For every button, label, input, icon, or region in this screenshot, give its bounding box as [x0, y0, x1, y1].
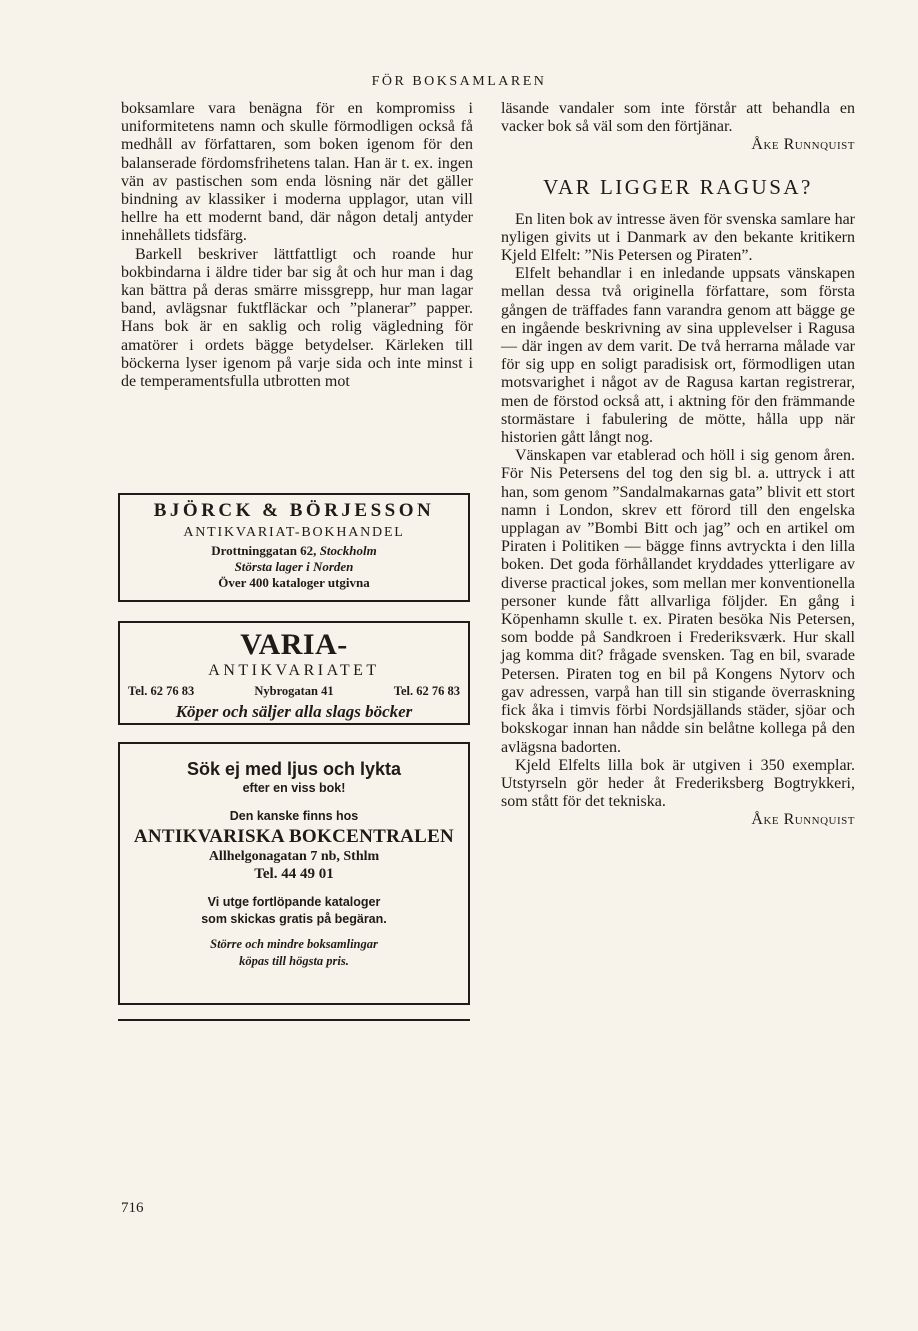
right-column: [501, 100, 855, 830]
ad-bokcentralen-line: Den kanske finns hos: [229, 809, 359, 823]
ad-bokcentralen-tel: Tel. 44 49 01: [254, 866, 334, 882]
ad-varia: [118, 621, 470, 725]
ad-bokcentralen-italic-1: Större och mindre boksamlingar: [210, 937, 378, 951]
ad-bokcentralen-brand: ANTIKVARISKA BOKCENTRALEN: [133, 826, 455, 847]
page-number: 716: [121, 1200, 144, 1216]
ad-varia-tel-left: Tel. 62 76 83: [128, 684, 195, 698]
ad-bokcentralen: [118, 742, 470, 1005]
ad-bokcentralen-text-1: Vi utge fortlöpande kataloger: [207, 895, 381, 909]
ad-bjorck-type: ANTIKVARIAT-BOKHANDEL: [183, 525, 405, 540]
right-intro-paragraph: läsande vandaler som inte förstår att behandla en vacker bok så väl som den förtjänar.: [501, 100, 855, 136]
ad-bjorck-address: [120, 542, 468, 559]
ad-bjorck-slogan: Största lager i Norden: [234, 559, 354, 574]
article-title: VAR LIGGER RAGUSA?: [543, 174, 813, 199]
ad-bokcentralen-address: Allhelgonagatan 7 nb, Sthlm: [208, 849, 380, 864]
article-paragraph-4: Kjeld Elfelts lilla bok är utgiven i 350 exemplar. Utstyrseln gör heder åt Frederiksberg Bogtrykkeri, som stått för det tekniska.: [501, 756, 855, 811]
left-column: [121, 100, 473, 391]
left-paragraph-1: boksamlare vara benägna för en kompromiss i uniformitetens namn och skulle förmodligen också få medhåll av författaren, som boken igenom för den balanserade fördomsfrihetens talan. Han är t. ex. ingen vän av pastischen som enda lösning när det gäller bindning av klassiker i moderna upplagor, utan vill hellre ha ett modernt band, där någon detalj antyder innehållets tidsfärg.: [121, 100, 473, 245]
ad-varia-tel-right: Tel. 62 76 83: [393, 684, 460, 698]
ad-bokcentralen-text-2: som skickas gratis på begäran.: [201, 912, 387, 926]
signature-1: Åke Runnquist: [751, 136, 855, 154]
ad-varia-contact-row: [120, 681, 468, 699]
running-head: FÖR BOKSAMLAREN: [371, 74, 547, 89]
ad-bokcentralen-italic-2: köpas till högsta pris.: [239, 954, 349, 968]
ad-bjorck-street: Drottninggatan 62,: [211, 543, 317, 558]
bottom-rule: [118, 1019, 470, 1021]
ad-varia-type: ANTIKVARIATET: [208, 662, 380, 679]
ad-bjorck-borjesson: [118, 493, 470, 602]
ad-varia-street: Nybrogatan 41: [254, 684, 334, 698]
ad-bokcentralen-subline: efter en viss bok!: [242, 781, 346, 795]
ad-bjorck-catalogs: Över 400 kataloger utgivna: [218, 575, 370, 590]
ad-bokcentralen-headline: Sök ej med ljus och lykta: [186, 759, 402, 779]
ad-bjorck-city: Stockholm: [319, 543, 377, 558]
ad-varia-slogan: Köper och säljer alla slags böcker: [175, 702, 413, 721]
signature-2: Åke Runnquist: [751, 811, 855, 829]
article-paragraph-1: En liten bok av intresse även för svenska samlare har nyligen givits ut i Danmark av den bekante kritikern Kjeld Elfelt: ”Nis Petersen og Piraten”.: [501, 210, 855, 265]
left-paragraph-2: Barkell beskriver lättfattligt och roande hur bokbindarna i äldre tider bar sig åt och hur man i dag kan bättra på deras smärre missgrepp, hur man lagar band, avlägsnar fuktfläckar och ”planerar” papper. Hans bok är en saklig och rolig vägledning för amatörer i ordets bägge betydelser. Kärleken till böckerna lyser igenom på varje sida och inte minst i de temperamentsfulla utbrotten mot: [121, 245, 473, 391]
article-paragraph-3: Vänskapen var etablerad och höll i sig genom åren. För Nis Petersens del tog den sig bl. a. uttryck i att han, som genom ”Sandalmakarnas gata” blivit ett stort namn i London, skrev ett förord till den engelska upplagan av ”Bombi Bitt och jag” och en artikel om Piraten i Politiken — bägge finns avtryckta i den lilla boken. Det goda förhållandet kryddades ytterligare av diverse practical jokes, som mellan mer konventionella personer kunde fått allvarliga följder. En gång i Köpenhamn skulle t. ex. Piraten besöka Nis Petersen, som bodde på Sandkroen i Frederiksværk. Hur skall jag komma dit? frågade svensken. Tag en bil, svarade Petersen. Piraten tog en bil på Kongens Nytorv och gav adressen, varpå han till sin stigande överraskning fick åka i timvis förbi Nordsjällands städer, sjöar och bokskogar innan han nådde sin belåtne kollega på den avlägsna badorten.: [501, 447, 855, 756]
ad-bjorck-name: BJÖRCK & BÖRJESSON: [153, 500, 435, 521]
ad-varia-name: VARIA-: [240, 628, 348, 661]
article-paragraph-2: Elfelt behandlar i en inledande uppsats vänskapen mellan dessa två originella författare, som första gången de träffades fann varandra genom att bägge ge en ingående beskrivning av sina upplevelser i Ragusa — där ingen av dem varit. De två herrarna målade var för sig upp en soligt paradisisk ort, förmodligen utan motsvarighet i något av de Ragusa kartan registrerar, men de förstod också att, i aktning för den främmande stormästare i fabulering de mötte, hålla upp när historien gått långt nog.: [501, 265, 855, 447]
